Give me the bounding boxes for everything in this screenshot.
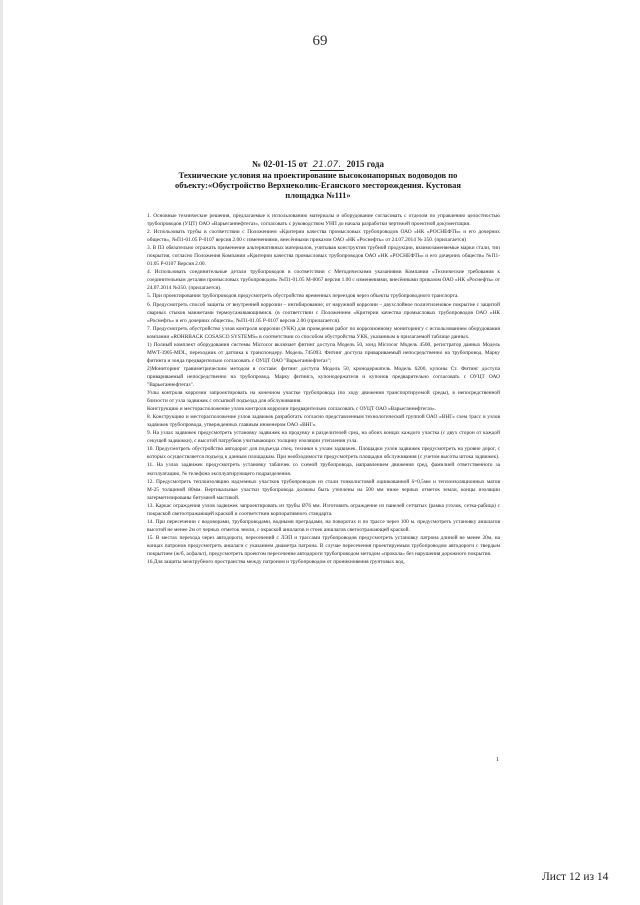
document-year: 2015 года [346, 159, 384, 169]
paragraph-2: 2. Использовать трубы в соответствии с Положением «Критерии качества промысловых трубопроводов ОАО «НК «РОСНЕФТЬ» и его дочерних обществ», №П1-01.05 Р-0107 версия 2.00 с изменениями, внесёнными приказом ОАО «НК «Роснефть» от 24.07.2014 № 350. (прилагается) [147, 229, 500, 244]
document-number-line [148, 159, 488, 170]
paragraph-7-4: Конструкцию и месторасположение узлов контроля коррозии предварительно согласовать с ОУЦТ ОАО «Варьеганнефтегаз». [147, 406, 437, 413]
paragraph-12: 12. Предусмотреть теплоизоляцию надземных участков трубопроводов из стали тонколистовой оцинкованной δ=0,5мм и теплоизоляционных матов М-25 толщиной 80мм. Вертикальные участки трубопровода должны быть утеплены на 500 мм ниже черных отметок земли, концы изоляции загерметизированы битумной мастикой. [147, 478, 500, 501]
paragraph-8: 8. Конструкцию и месторасположение узлов задвижек разработать согласно представленным технологической группой ОАО «ВНГ» схем трасс и узлов задвижек трубопровода, утвержденных главным инженером ОАО «ВНГ». [147, 414, 500, 429]
sheet-counter: Лист 12 из 14 [542, 871, 609, 883]
paragraph-16: 16.Для защиты межтрубного пространства между патроном и трубопроводом от проникновения грунтовых вод, [147, 559, 405, 566]
paragraph-1: 1. Основные технические решения, предлагаемые к использованию материалы и оборудование согласовать с отделом по управлению целостностью трубопроводов (УЦТ) ОАО «Варьеганнефтегаз», согласовать с руководством УНП до начала разработки чертежей проектной документации. [147, 213, 500, 228]
paragraph-7-2: 2)Мониторинг гравиметрическим методом в составе: фитинг доступа Модель 50, кронодержатель Модель 6200, купоны Ст. Фитинг доступа привариваемый непосредственно на трубопровод. Марку фитинга, купонодержателя и купонов предварительно согласовать с ОУЦТ ОАО "Варьеганнефтегаз". [147, 365, 500, 388]
paragraph-5: 5. При проектировании трубопроводов предусмотреть обустройство временных переездов через объекты трубопроводного транспорта. [147, 293, 459, 300]
document-title-line-2: объекту:«Обустройство Верхнеколик-Еганского месторождения. Кустовая [174, 180, 462, 190]
handwritten-date: 21.07. [310, 160, 345, 171]
scan-edge [0, 0, 3, 905]
footnote-mark: 1 [496, 757, 499, 763]
paragraph-13: 13. Каркас ограждения узлов задвижек запроектировать из трубы Ø76 мм. Изготовить ограждение из панелей сетчатых (рамка уголок, сетка-рабица) с покраской светоотражающей краской и соответствии корпоративного стандарта. [147, 502, 500, 517]
paragraph-14: 14. При пересечении с водоворами, трубопроводами, водными преградами, на поворотах и по трассе через 100 м. предусмотреть установку аншлагов высотой не менее 2м от черных отметок земли, с окраской аншлагов и стоек аншлагов светоотражающей краской. [147, 518, 500, 533]
paragraph-7-1: 1) Полный комплект оборудования системы Microcor включает фитинг доступа Модель 50, зонд Microcor Модель 4500, регистратор данных Модель MWT-3905-MDL, переходник от датчика к транспондеру. Модель 745093. Фитинг доступа привариваемый непосредственно на трубопровод. Марку фитинга и зонда предварительно согласовать с ОУЦТ ОАО "Варьеганнефтегаз"; [147, 341, 500, 364]
document-title-line-1: Технические условия на проектирование высоконапорных водоводов по [178, 170, 458, 180]
document-title-line-3: площадка №111» [285, 190, 351, 200]
document-body [147, 212, 500, 566]
paragraph-4: 4. Использовать соединительные детали трубопроводов в соответствии с Методическими указаниями Компании «Технические требования к соединительным деталям промысловых трубопроводов» №П1-01.05 М-0067 версия 1.00 с изменениями, внесёнными приказом ОАО «НК «Роснефть» от 24.07.2014 №350. (прилагается). [147, 269, 500, 292]
document-number: № 02-01-15 от [252, 159, 308, 169]
paragraph-11: 11. На узлах задвижек предусмотреть установку табличек со схемой трубопровода, направлением движения сред, фамилией ответственного за эксплуатацию, № телефона эксплуатирующего подразделения. [147, 462, 500, 477]
paragraph-7-3: Узлы контроля коррозии запроектировать на конечном участке трубопровода (по ходу движения транспортируемой среды), в непосредственной близости от узла задвижек с отсыпкой подъезда для обслуживания. [147, 390, 500, 405]
paragraph-7: 7. Предусмотреть обустройство узлов контроля коррозии (УКК) для проведения работ по коррозионному мониторингу с использованием оборудования компании «ROHRBACK COSASCO SYSTEMS» в соответствии со способом обустройства УКК, указанным в прилагаемой таблице данных. [147, 325, 500, 340]
paragraph-3: 3. В ПЗ обязательно отражать применение альтернативных материалов, учитывая конструктив трубной продукции, взаимозаменяемые марки стали, тип покрытия, согласно Положения Компании «Критерии качества промысловых трубопроводов ОАО «НК «РОСНЕФТЬ» и его дочерних обществ» №П1-01.05 Р-0107 Версия 2.00. [147, 245, 500, 268]
paragraph-15: 15. В местах перехода через автодороги, пересечений с ЛЭП и трассами трубопроводов предусмотреть установку патрона длиной не менее 20м, на концах патронов предусмотреть аншлаги с указанием диаметра патрона. В случае пересечения проектируемым трубопроводом автодороги с твердым покрытием (ж/б, асфальт), предусмотреть проектом пересечение автодороги трубопроводом методом «прокола» без нарушения дорожного покрытия. [147, 534, 500, 557]
paragraph-9: 9. На узлах задвижек предусмотреть установку задвижек на продувку и разделителей сред, на обоих концах каждого участка (с двух сторон от каждой секущей задвижки), с высотой патрубков учитывающих толщину изоляции утепления узла. [147, 430, 500, 445]
page-number: 69 [312, 33, 328, 49]
paragraph-6: 6. Предусмотреть способ защиты от внутренней коррозии – ингибирование; от наружной коррозии – двухслойное полиэтиленовое покрытие с защитой сварных стыков манжетами термоусаживающимися. (в соответствии с Положением «Критерии качества промысловых трубопроводов ОАО «НК «Роснефть» и его дочерних обществ», №П1-01.05 Р-0107 версия 2.00 (прилагается). [147, 301, 500, 324]
paragraph-10: 10. Предусмотреть обустройство автодорог для подъезда спец. техники к узлам задвижек. Площадки узлов задвижек предусмотреть на уровне дорог, с которых осуществляется подъезд к данным площадкам. При необходимости предусмотреть площадки обслуживания (с учетом высоты штока задвижек). [147, 446, 500, 461]
document-header [148, 159, 488, 200]
